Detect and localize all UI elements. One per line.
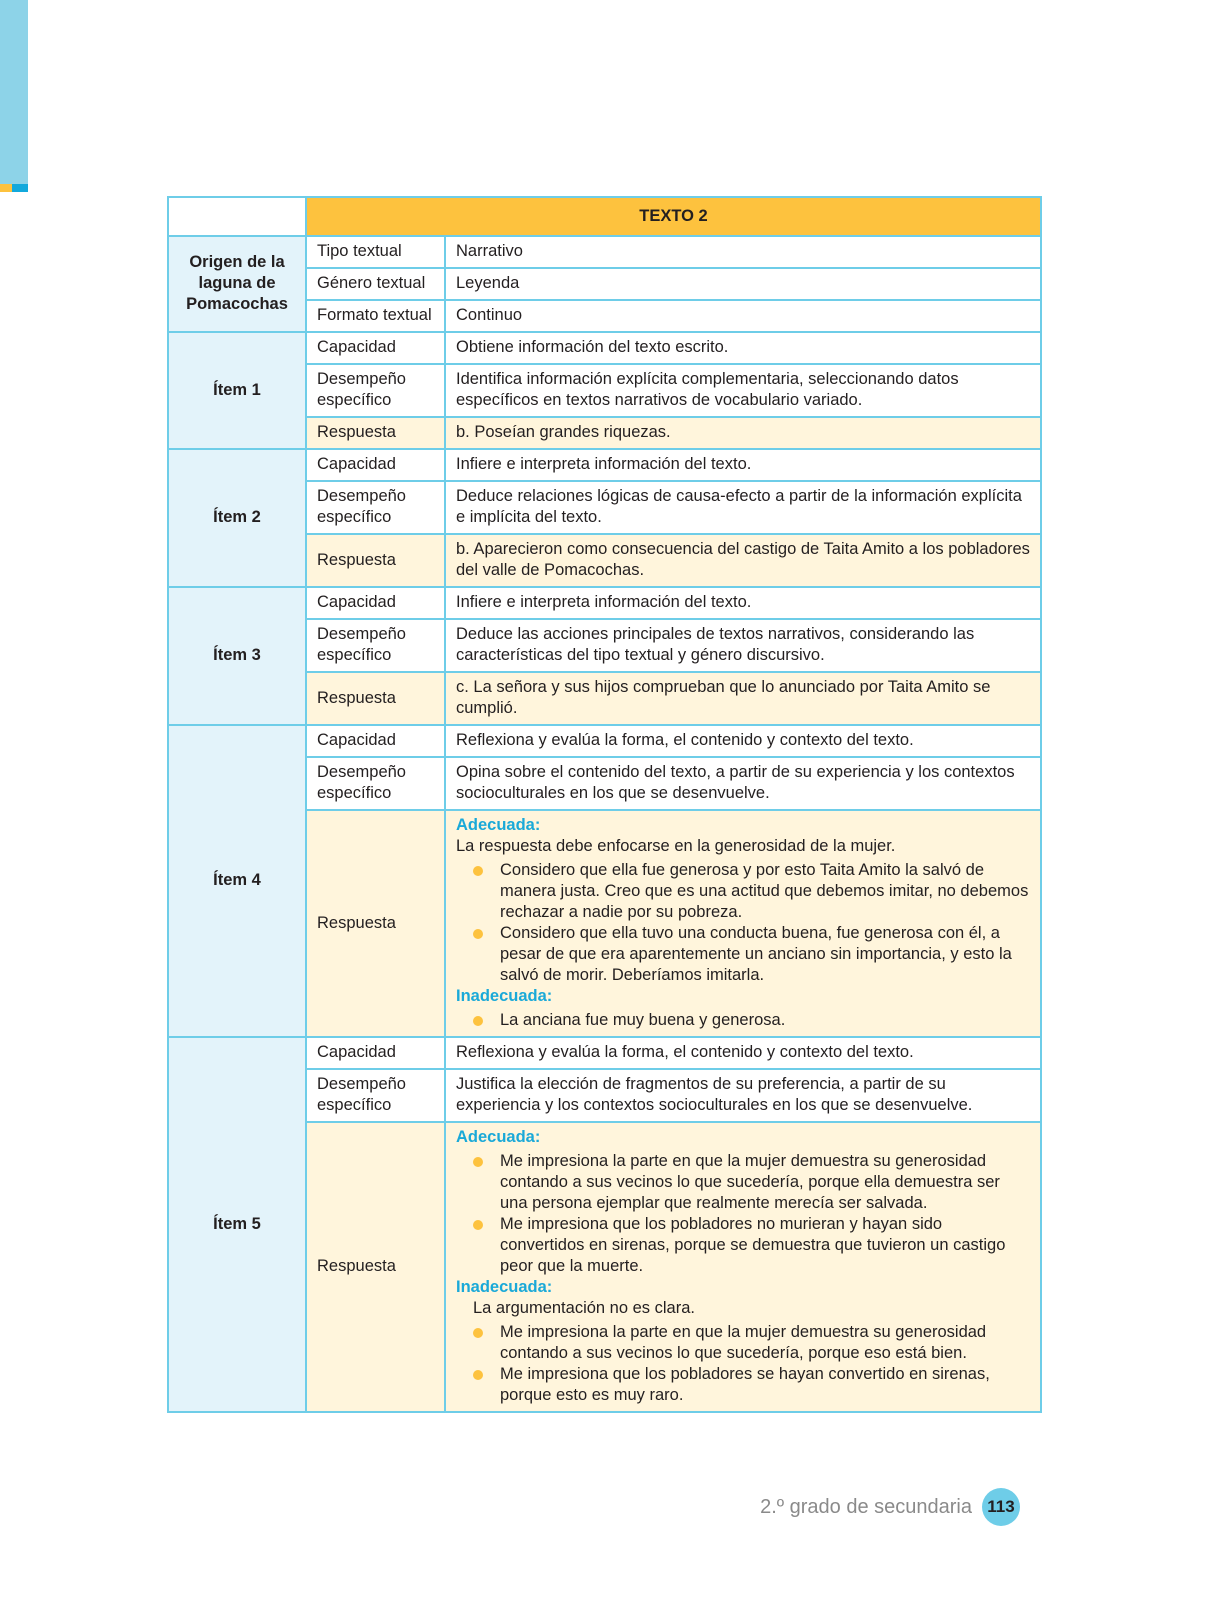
table-row — [168, 449, 1041, 481]
capacidad-value: Reflexiona y evalúa la forma, el contenido y contexto del texto. — [445, 1037, 1041, 1069]
adecuada-intro: La respuesta debe enfocarse en la generosidad de la mujer. — [456, 837, 896, 855]
bullet-icon — [473, 1370, 483, 1380]
respuesta-label: Respuesta — [306, 672, 445, 725]
respuesta-label: Respuesta — [306, 1122, 445, 1412]
row-label: Género textual — [306, 268, 445, 300]
bullet-icon — [473, 1157, 483, 1167]
item-label: Ítem 3 — [168, 587, 306, 725]
desempeno-label: Desempeño específico — [306, 1069, 445, 1122]
desempeno-value: Deduce relaciones lógicas de causa-efecto a partir de la información explícita e implícita del texto. — [445, 481, 1041, 534]
row-label: Formato textual — [306, 300, 445, 332]
desempeno-label: Desempeño específico — [306, 757, 445, 810]
respuesta-label: Respuesta — [306, 534, 445, 587]
desempeno-value: Justifica la elección de fragmentos de su preferencia, a partir de su experiencia y los contextos socioculturales en los que se desenvuelve. — [445, 1069, 1041, 1122]
table-row — [168, 725, 1041, 757]
respuesta-value: b. Poseían grandes riquezas. — [445, 417, 1041, 449]
page-number-badge: 113 — [982, 1488, 1020, 1526]
page-footer — [760, 1488, 1020, 1526]
capacidad-label: Capacidad — [306, 725, 445, 757]
bullet-icon — [473, 1220, 483, 1230]
item-label: Ítem 2 — [168, 449, 306, 587]
list-item: Me impresiona que los pobladores se hayan convertido en sirenas, porque esto es muy raro. — [500, 1364, 1030, 1406]
inadecuada-intro: La argumentación no es clara. — [473, 1299, 695, 1317]
capacidad-label: Capacidad — [306, 1037, 445, 1069]
bullet-icon — [473, 1016, 483, 1026]
list-item: Me impresiona que los pobladores no murieran y hayan sido convertidos en sirenas, porque se demuestra que tuvieron un castigo peor que la muerte. — [500, 1214, 1030, 1277]
table-row — [168, 587, 1041, 619]
row-value: Narrativo — [445, 236, 1041, 268]
adecuada-heading: Adecuada: — [456, 816, 541, 834]
table-title: TEXTO 2 — [306, 197, 1041, 236]
bullet-icon — [473, 929, 483, 939]
capacidad-value: Infiere e interpreta información del texto. — [445, 587, 1041, 619]
inadecuada-list — [456, 1010, 1030, 1031]
list-item: Me impresiona la parte en que la mujer demuestra su generosidad contando a sus vecinos lo que sucedería, porque eso está bien. — [500, 1322, 1030, 1364]
origin-label: Origen de la laguna de Pomacochas — [168, 236, 306, 332]
rubric-table — [167, 196, 1042, 1413]
inadecuada-heading: Inadecuada: — [456, 1278, 553, 1296]
list-item: Considero que ella tuvo una conducta buena, fue generosa con él, a pesar de que era aparentemente un anciano sin importancia, y esto la salvó de morir. Deberíamos imitarla. — [500, 923, 1030, 986]
respuesta-value — [445, 1122, 1041, 1412]
row-value: Leyenda — [445, 268, 1041, 300]
capacidad-label: Capacidad — [306, 449, 445, 481]
desempeno-value: Opina sobre el contenido del texto, a partir de su experiencia y los contextos socioculturales en los que se desenvuelve. — [445, 757, 1041, 810]
adecuada-list — [456, 1151, 1030, 1277]
respuesta-value: b. Aparecieron como consecuencia del castigo de Taita Amito a los pobladores del valle de Pomacochas. — [445, 534, 1041, 587]
capacidad-label: Capacidad — [306, 587, 445, 619]
respuesta-value: c. La señora y sus hijos comprueban que lo anunciado por Taita Amito se cumplió. — [445, 672, 1041, 725]
respuesta-label: Respuesta — [306, 417, 445, 449]
capacidad-label: Capacidad — [306, 332, 445, 364]
desempeno-label: Desempeño específico — [306, 364, 445, 417]
inadecuada-list — [456, 1322, 1030, 1406]
adecuada-list — [456, 860, 1030, 986]
table-row — [168, 332, 1041, 364]
bullet-icon — [473, 1328, 483, 1338]
respuesta-value — [445, 810, 1041, 1037]
table-row — [168, 1037, 1041, 1069]
bullet-icon — [473, 866, 483, 876]
table-row — [168, 236, 1041, 268]
side-decoration-bar — [0, 0, 28, 184]
list-item: La anciana fue muy buena y generosa. — [500, 1010, 1030, 1031]
item-label: Ítem 5 — [168, 1037, 306, 1412]
desempeno-label: Desempeño específico — [306, 481, 445, 534]
desempeno-value: Identifica información explícita complementaria, seleccionando datos específicos en textos narrativos de vocabulario variado. — [445, 364, 1041, 417]
item-label: Ítem 4 — [168, 725, 306, 1037]
side-decoration-tab-yellow — [0, 184, 12, 192]
list-item: Considero que ella fue generosa y por esto Taita Amito la salvó de manera justa. Creo que es una actitud que debemos imitar, no debemos rechazar a nadie por su pobreza. — [500, 860, 1030, 923]
capacidad-value: Reflexiona y evalúa la forma, el contenido y contexto del texto. — [445, 725, 1041, 757]
desempeno-value: Deduce las acciones principales de textos narrativos, considerando las características del tipo textual y género discursivo. — [445, 619, 1041, 672]
inadecuada-heading: Inadecuada: — [456, 987, 553, 1005]
table-header-row — [168, 197, 1041, 236]
row-value: Continuo — [445, 300, 1041, 332]
desempeno-label: Desempeño específico — [306, 619, 445, 672]
row-label: Tipo textual — [306, 236, 445, 268]
adecuada-heading: Adecuada: — [456, 1128, 541, 1146]
capacidad-value: Infiere e interpreta información del texto. — [445, 449, 1041, 481]
grade-label: 2.º grado de secundaria — [760, 1495, 972, 1518]
list-item: Me impresiona la parte en que la mujer demuestra su generosidad contando a sus vecinos lo que sucedería, porque ella demuestra ser una persona ejemplar que realmente merecía ser salvada. — [500, 1151, 1030, 1214]
respuesta-label: Respuesta — [306, 810, 445, 1037]
capacidad-value: Obtiene información del texto escrito. — [445, 332, 1041, 364]
item-label: Ítem 1 — [168, 332, 306, 449]
